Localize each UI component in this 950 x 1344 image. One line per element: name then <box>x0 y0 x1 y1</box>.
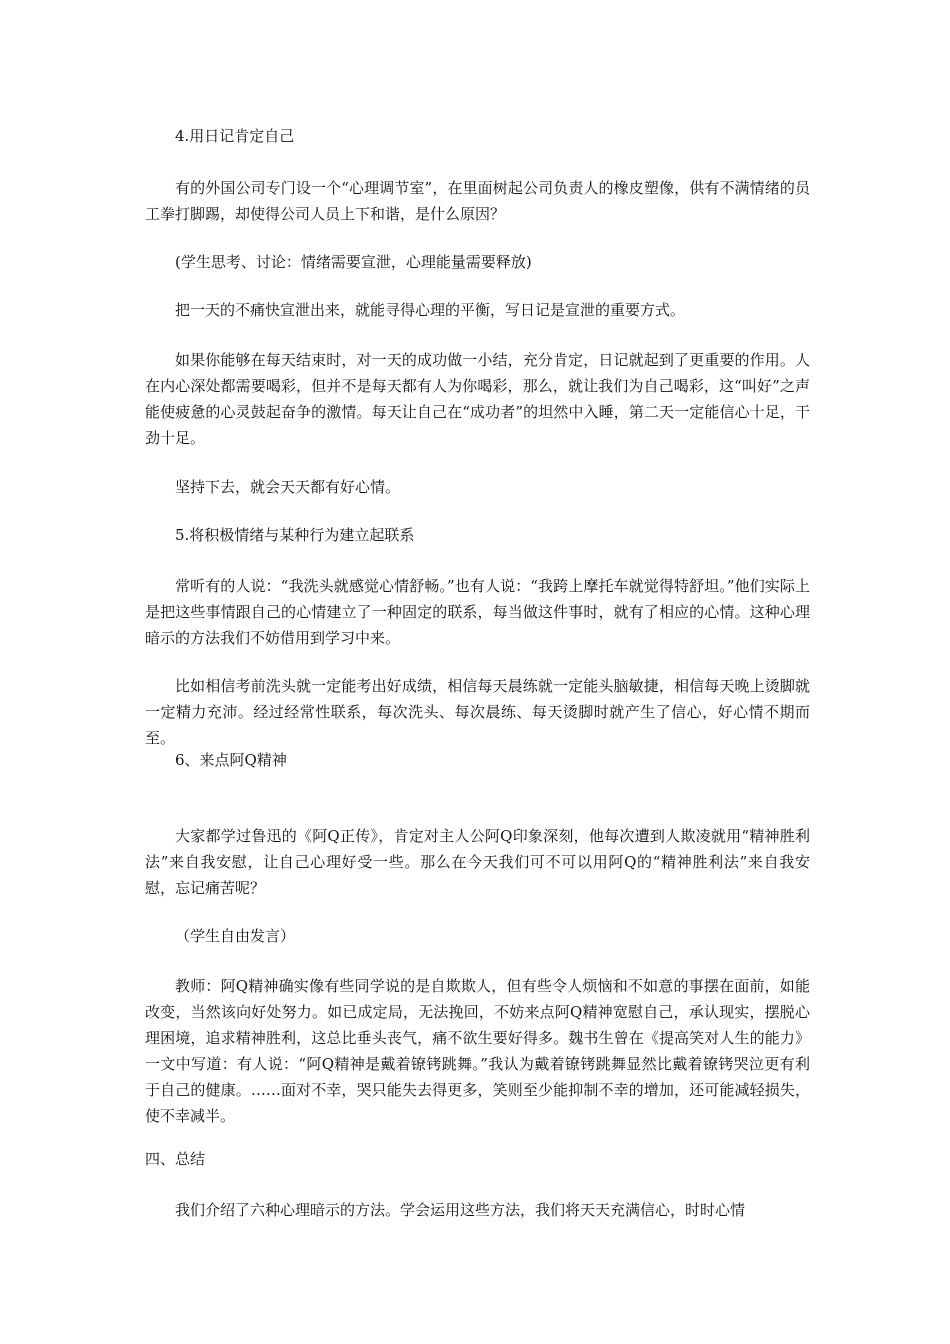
paragraph-teacher: 教师：阿Q精神确实像有些同学说的是自欺欺人，但有些令人烦恼和不如意的事摆在面前，如能改变，当然该向好处努力。如已成定局，无法挽回，不妨来点阿Q精神宽慰自己，承认现实，摆脱心理困境，追求精神胜利，这总比垂头丧气，痛不欲生要好得多。魏书生曾在《提高笑对人生的能力》一文中写道：有人说：“阿Q精神是戴着镣铐跳舞。”我认为戴着镣铐跳舞显然比戴着镣铐哭泣更有利于自己的健康。……面对不幸，哭只能失去得更多，笑则至少能抑制不幸的增加，还可能减轻损失，使不幸减半。 <box>145 977 810 1125</box>
paragraph-examples: 比如相信考前洗头就一定能考出好成绩，相信每天晨练就一定能头脑敏捷，相信每天晚上烫脚就一定精力充沛。经过经常性联系，每次洗头、每次晨练、每天烫脚时就产生了信心，好心情不期而至。 <box>145 677 810 747</box>
paragraph-habits: 常听有的人说：“我洗头就感觉心情舒畅。”也有人说：“我跨上摩托车就觉得特舒坦。”他们实际上是把这些事情跟自己的心情建立了一种固定的联系，每当做这件事时，就有了相应的心情。这种心理暗示的方法我们不妨借用到学习中来。 <box>145 577 810 647</box>
heading-positive-emotion: 5.将积极情绪与某种行为建立起联系 <box>175 526 415 544</box>
paragraph-psych-room: 有的外国公司专门设一个“心理调节室”，在里面树起公司负责人的橡皮塑像，供有不满情绪的员工拳打脚踢，却使得公司人员上下和谐，是什么原因？ <box>145 179 810 223</box>
paragraph-release: 把一天的不痛快宣泄出来，就能寻得心理的平衡，写日记是宣泄的重要方式。 <box>175 301 686 319</box>
paragraph-keep-going: 坚持下去，就会天天都有好心情。 <box>175 478 401 496</box>
paragraph-conclusion: 我们介绍了六种心理暗示的方法。学会运用这些方法，我们将天天充满信心，时时心情 <box>175 1201 746 1219</box>
heading-diary: 4.用日记肯定自己 <box>175 127 295 145</box>
paragraph-daily-summary: 如果你能够在每天结束时，对一天的成功做一小结，充分肯定，日记就起到了更重要的作用。人在内心深处都需要喝彩，但并不是每天都有人为你喝彩，那么，就让我们为自己喝彩，这“叫好”之声能使疲惫的心灵鼓起奋争的激情。每天让自己在“成功者”的坦然中入睡，第二天一定能信心十足，干劲十足。 <box>145 351 810 447</box>
paragraph-student-discussion: (学生思考、讨论：情绪需要宣泄，心理能量需要释放) <box>175 253 532 271</box>
heading-summary: 四、总结 <box>145 1150 206 1168</box>
paragraph-student-speech: （学生自由发言） <box>175 927 296 945</box>
heading-ah-q: 6、来点阿Q精神 <box>175 751 287 769</box>
paragraph-ah-q-story: 大家都学过鲁迅的《阿Q正传》，肯定对主人公阿Q印象深刻，他每次遭到人欺凌就用“精神胜利法”来自我安慰，让自己心理好受一些。那么在今天我们可不可以用阿Q的“精神胜利法”来自我安慰，忘记痛苦呢？ <box>145 827 810 897</box>
